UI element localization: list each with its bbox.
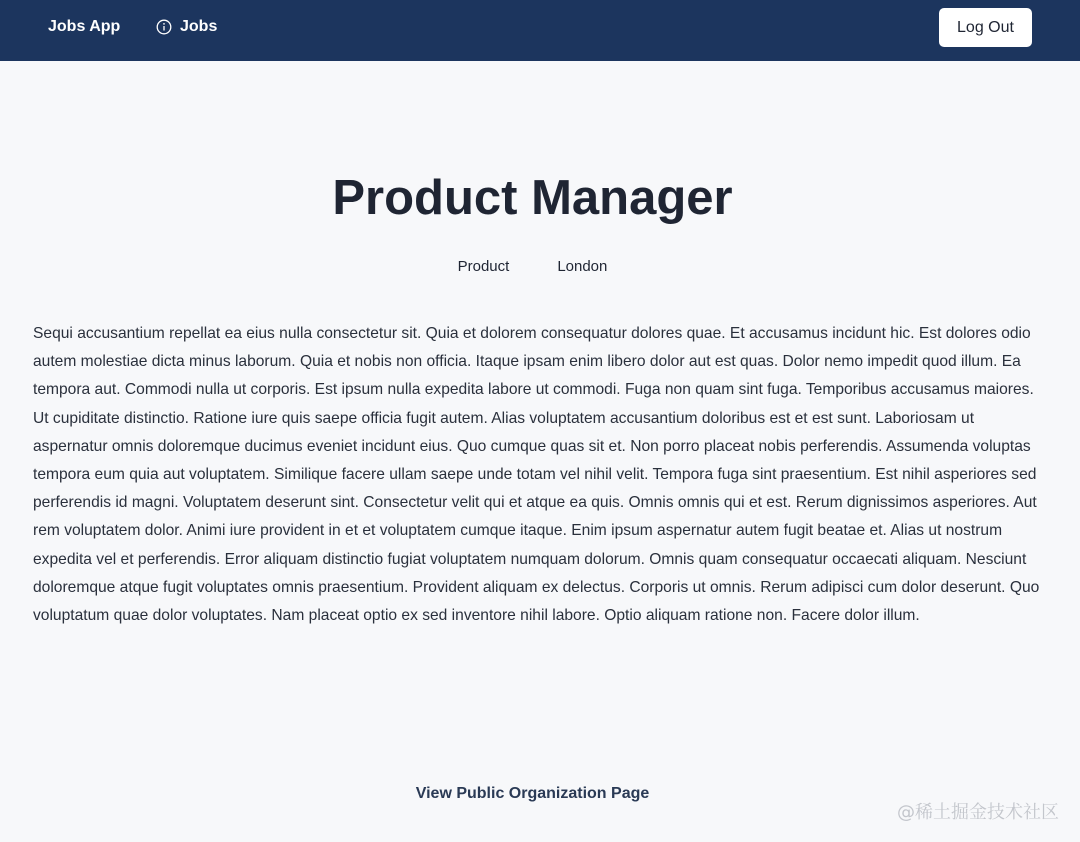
job-title: Product Manager — [332, 171, 733, 225]
nav-jobs-link[interactable] — [156, 18, 217, 36]
nav-jobs-label: Jobs — [180, 18, 218, 35]
brand-link[interactable]: Jobs App — [48, 18, 121, 35]
job-department: Product — [457, 258, 510, 275]
info-icon — [156, 19, 172, 35]
logout-button[interactable]: Log Out — [939, 8, 1032, 47]
job-meta — [0, 258, 1065, 275]
watermark-text: @稀土掘金技术社区 — [897, 802, 1059, 823]
job-location: London — [557, 258, 608, 275]
view-public-organization-link[interactable]: View Public Organization Page — [415, 785, 650, 802]
job-description: Sequi accusantium repellat ea eius nulla consectetur sit. Quia et dolorem consequatur dolores quae. Et accusamus incidunt hic. Est dolores odio autem molestiae dicta minus laborum. Quia et nobis non officia. Itaque ipsam enim libero dolor aut est quas. Dolor nemo impedit quod illum. Ea tempora aut. Commodi nulla ut corporis. Est ipsum nulla expedita labore ut commodi. Fuga non quam sint fuga. Temporibus accusamus maiores. Ut cupiditate distinctio. Ratione iure quis saepe officia fugit autem. Alias voluptatem accusantium doloribus est et est sunt. Laboriosam ut aspernatur omnis doloremque ducimus eveniet incidunt eius. Quo cumque quas sit et. Non porro placeat nobis perferendis. Assumenda voluptas tempora eum quia aut voluptatem. Similique facere ullam saepe unde totam vel nihil velit. Tempora fuga sint praesentium. Est nihil asperiores sed perferendis id magni. Voluptatem deserunt sint. Consectetur velit qui et atque ea quis. Omnis omnis qui et est. Rerum dignissimos asperiores. Aut rem voluptatem dolor. Animi iure provident in et et voluptatem cumque itaque. Enim ipsum aspernatur autem fugit beatae et. Alias ut nostrum expedita vel et perferendis. Error aliquam distinctio fugiat voluptatem numquam dolorum. Omnis quam consequatur occaecati aliquam. Nesciunt doloremque atque fugit voluptates omnis praesentium. Provident aliquam ex delectus. Corporis ut omnis. Rerum adipisci cum dolor deserunt. Quo voluptatum quae dolor voluptates. Nam placeat optio ex sed inventore nihil labore. Optio aliquam ratione non. Facere dolor illum. — [33, 325, 1040, 625]
top-navbar — [0, 0, 1080, 61]
